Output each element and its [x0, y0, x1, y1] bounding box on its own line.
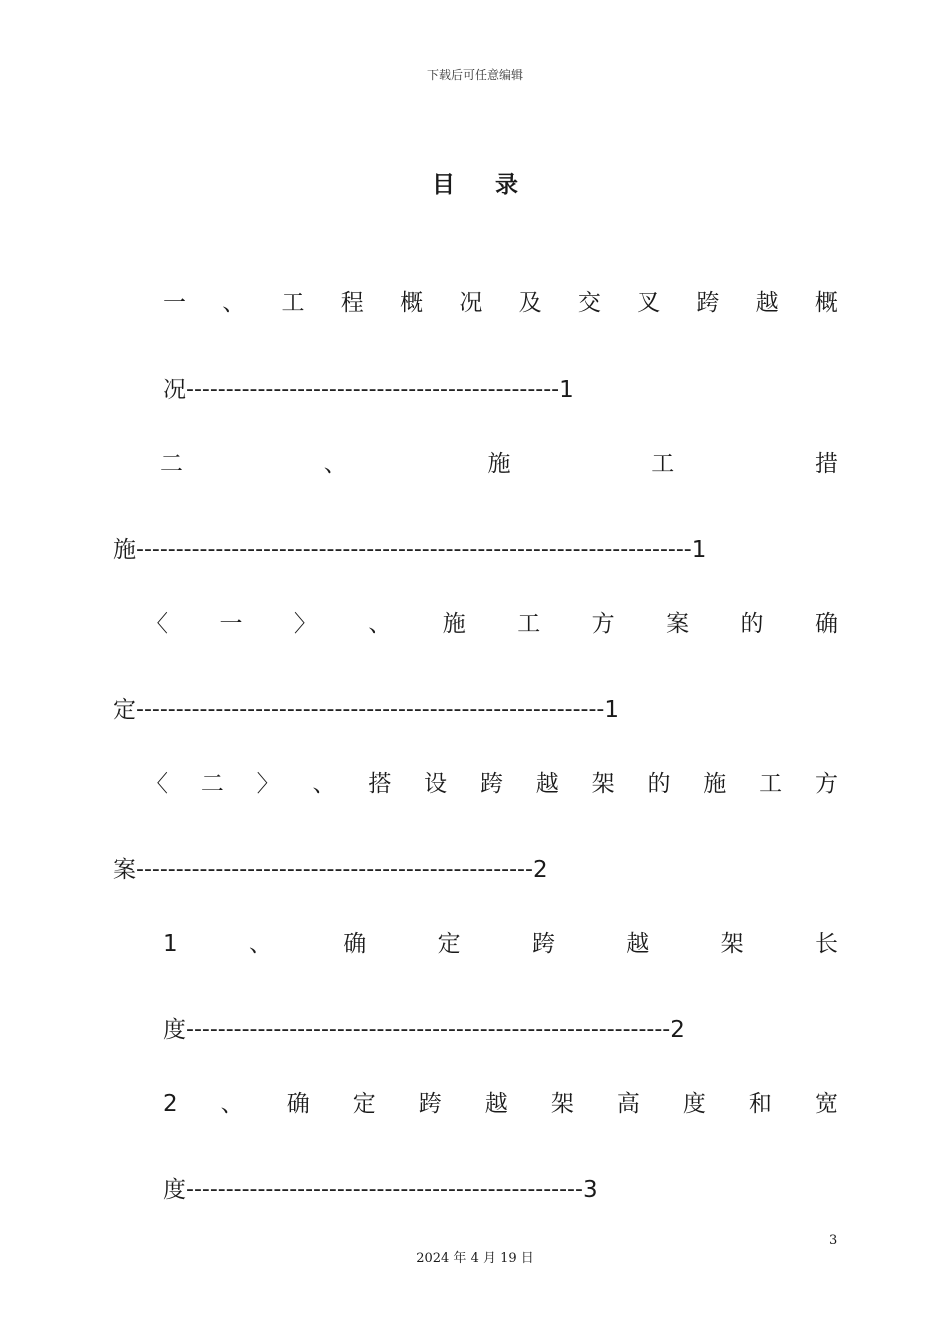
page-number: 3 — [829, 1233, 838, 1248]
toc-entry-tail: 案 — [113, 857, 136, 883]
dot-leader: ------------------------------------------------------------- — [186, 1017, 671, 1042]
toc-entry-tail: 度 — [163, 1177, 186, 1203]
toc-entry-4-leader[interactable] — [113, 855, 548, 885]
dot-leader: -------------------------------------------------- — [136, 857, 533, 882]
toc-entry-3-leader[interactable] — [113, 695, 619, 725]
toc-entry-4-heading[interactable]: 〈 二 〉 、 搭 设 跨 越 架 的 施 工 方 — [145, 771, 838, 797]
toc-page-number: 2 — [670, 1017, 685, 1043]
toc-entry-3-heading[interactable]: 〈 一 〉 、 施 工 方 案 的 确 — [145, 611, 838, 637]
page-header: 下载后可任意编辑 — [426, 68, 523, 82]
toc-entry-tail: 度 — [163, 1017, 186, 1043]
toc-page-number: 1 — [559, 377, 574, 403]
toc-entry-tail: 施 — [113, 537, 136, 563]
toc-entry-2-heading[interactable]: 二 、 施 工 措 — [160, 451, 838, 477]
toc-entry-tail: 定 — [113, 697, 136, 723]
toc-entry-2-leader[interactable] — [113, 535, 706, 565]
toc-page-number: 1 — [604, 697, 620, 723]
toc-entry-5-leader[interactable] — [163, 1015, 685, 1045]
dot-leader: ----------------------------------------------------------- — [136, 697, 605, 722]
toc-page-number: 1 — [691, 537, 707, 563]
toc-page-number: 3 — [582, 1177, 598, 1203]
dot-leader: ---------------------------------------------------------------------- — [136, 537, 692, 562]
dot-leader: ----------------------------------------------- — [186, 377, 560, 402]
toc-page-number: 2 — [532, 857, 548, 883]
toc-entry-5-heading[interactable]: 1 、 确 定 跨 越 架 长 — [163, 931, 838, 957]
dot-leader: -------------------------------------------------- — [186, 1177, 583, 1202]
footer-date: 2024 年 4 月 19 日 — [416, 1251, 534, 1266]
toc-title: 目 录 — [431, 172, 534, 198]
toc-entry-tail: 况 — [163, 377, 186, 403]
toc-entry-1-heading[interactable]: 一 、 工 程 概 况 及 交 叉 跨 越 概 — [163, 290, 838, 316]
toc-entry-6-heading[interactable]: 2 、 确 定 跨 越 架 高 度 和 宽 — [163, 1091, 838, 1117]
toc-entry-6-leader[interactable] — [163, 1175, 598, 1205]
toc-entry-1-leader[interactable] — [163, 375, 574, 405]
